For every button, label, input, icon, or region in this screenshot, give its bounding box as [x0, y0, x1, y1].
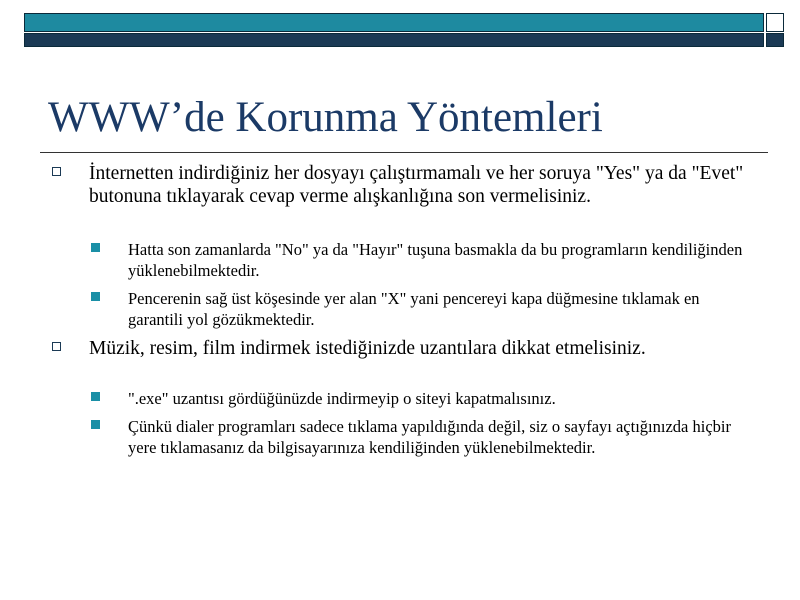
hollow-square-bullet-icon [52, 342, 61, 351]
title-divider [40, 152, 768, 153]
bullet-text: Müzik, resim, film indirmek istediğinizde uzantılara dikkat etmelisiniz. [89, 338, 646, 359]
filled-square-bullet-icon [91, 243, 100, 252]
slide-title: WWW’de Korunma Yöntemleri [48, 94, 603, 141]
filled-square-bullet-icon [91, 292, 100, 301]
header-square-bottom [766, 33, 784, 47]
sub-bullet-text: ".exe" uzantısı gördüğünüzde indirmeyip o siteyi kapatmalısınız. [128, 389, 556, 408]
header-bar-top [24, 13, 764, 32]
sub-bullet-text: Çünkü dialer programları sadece tıklama yapıldığında değil, siz o sayfayı açtığınızda hiçbir yere tıklamasanız da bilgisayarınıza kendiliğinden yüklenebilmektedir. [128, 417, 731, 457]
hollow-square-bullet-icon [52, 167, 61, 176]
header-bar-bottom [24, 33, 764, 47]
sub-bullet-text: Pencerenin sağ üst köşesinde yer alan "X" yani pencereyi kapa düğmesine tıklamak en garantili yol gözükmektedir. [128, 289, 700, 329]
filled-square-bullet-icon [91, 420, 100, 429]
filled-square-bullet-icon [91, 392, 100, 401]
sub-bullet-text: Hatta son zamanlarda "No" ya da "Hayır" tuşuna basmakla da bu programların kendiliğinden yüklenebilmektedir. [128, 240, 743, 280]
header-square-top [766, 13, 784, 32]
bullet-text: İnternetten indirdiğiniz her dosyayı çalıştırmamalı ve her soruya "Yes" ya da "Evet" butonuna tıklayarak cevap verme alışkanlığına son vermelisiniz. [89, 163, 744, 207]
